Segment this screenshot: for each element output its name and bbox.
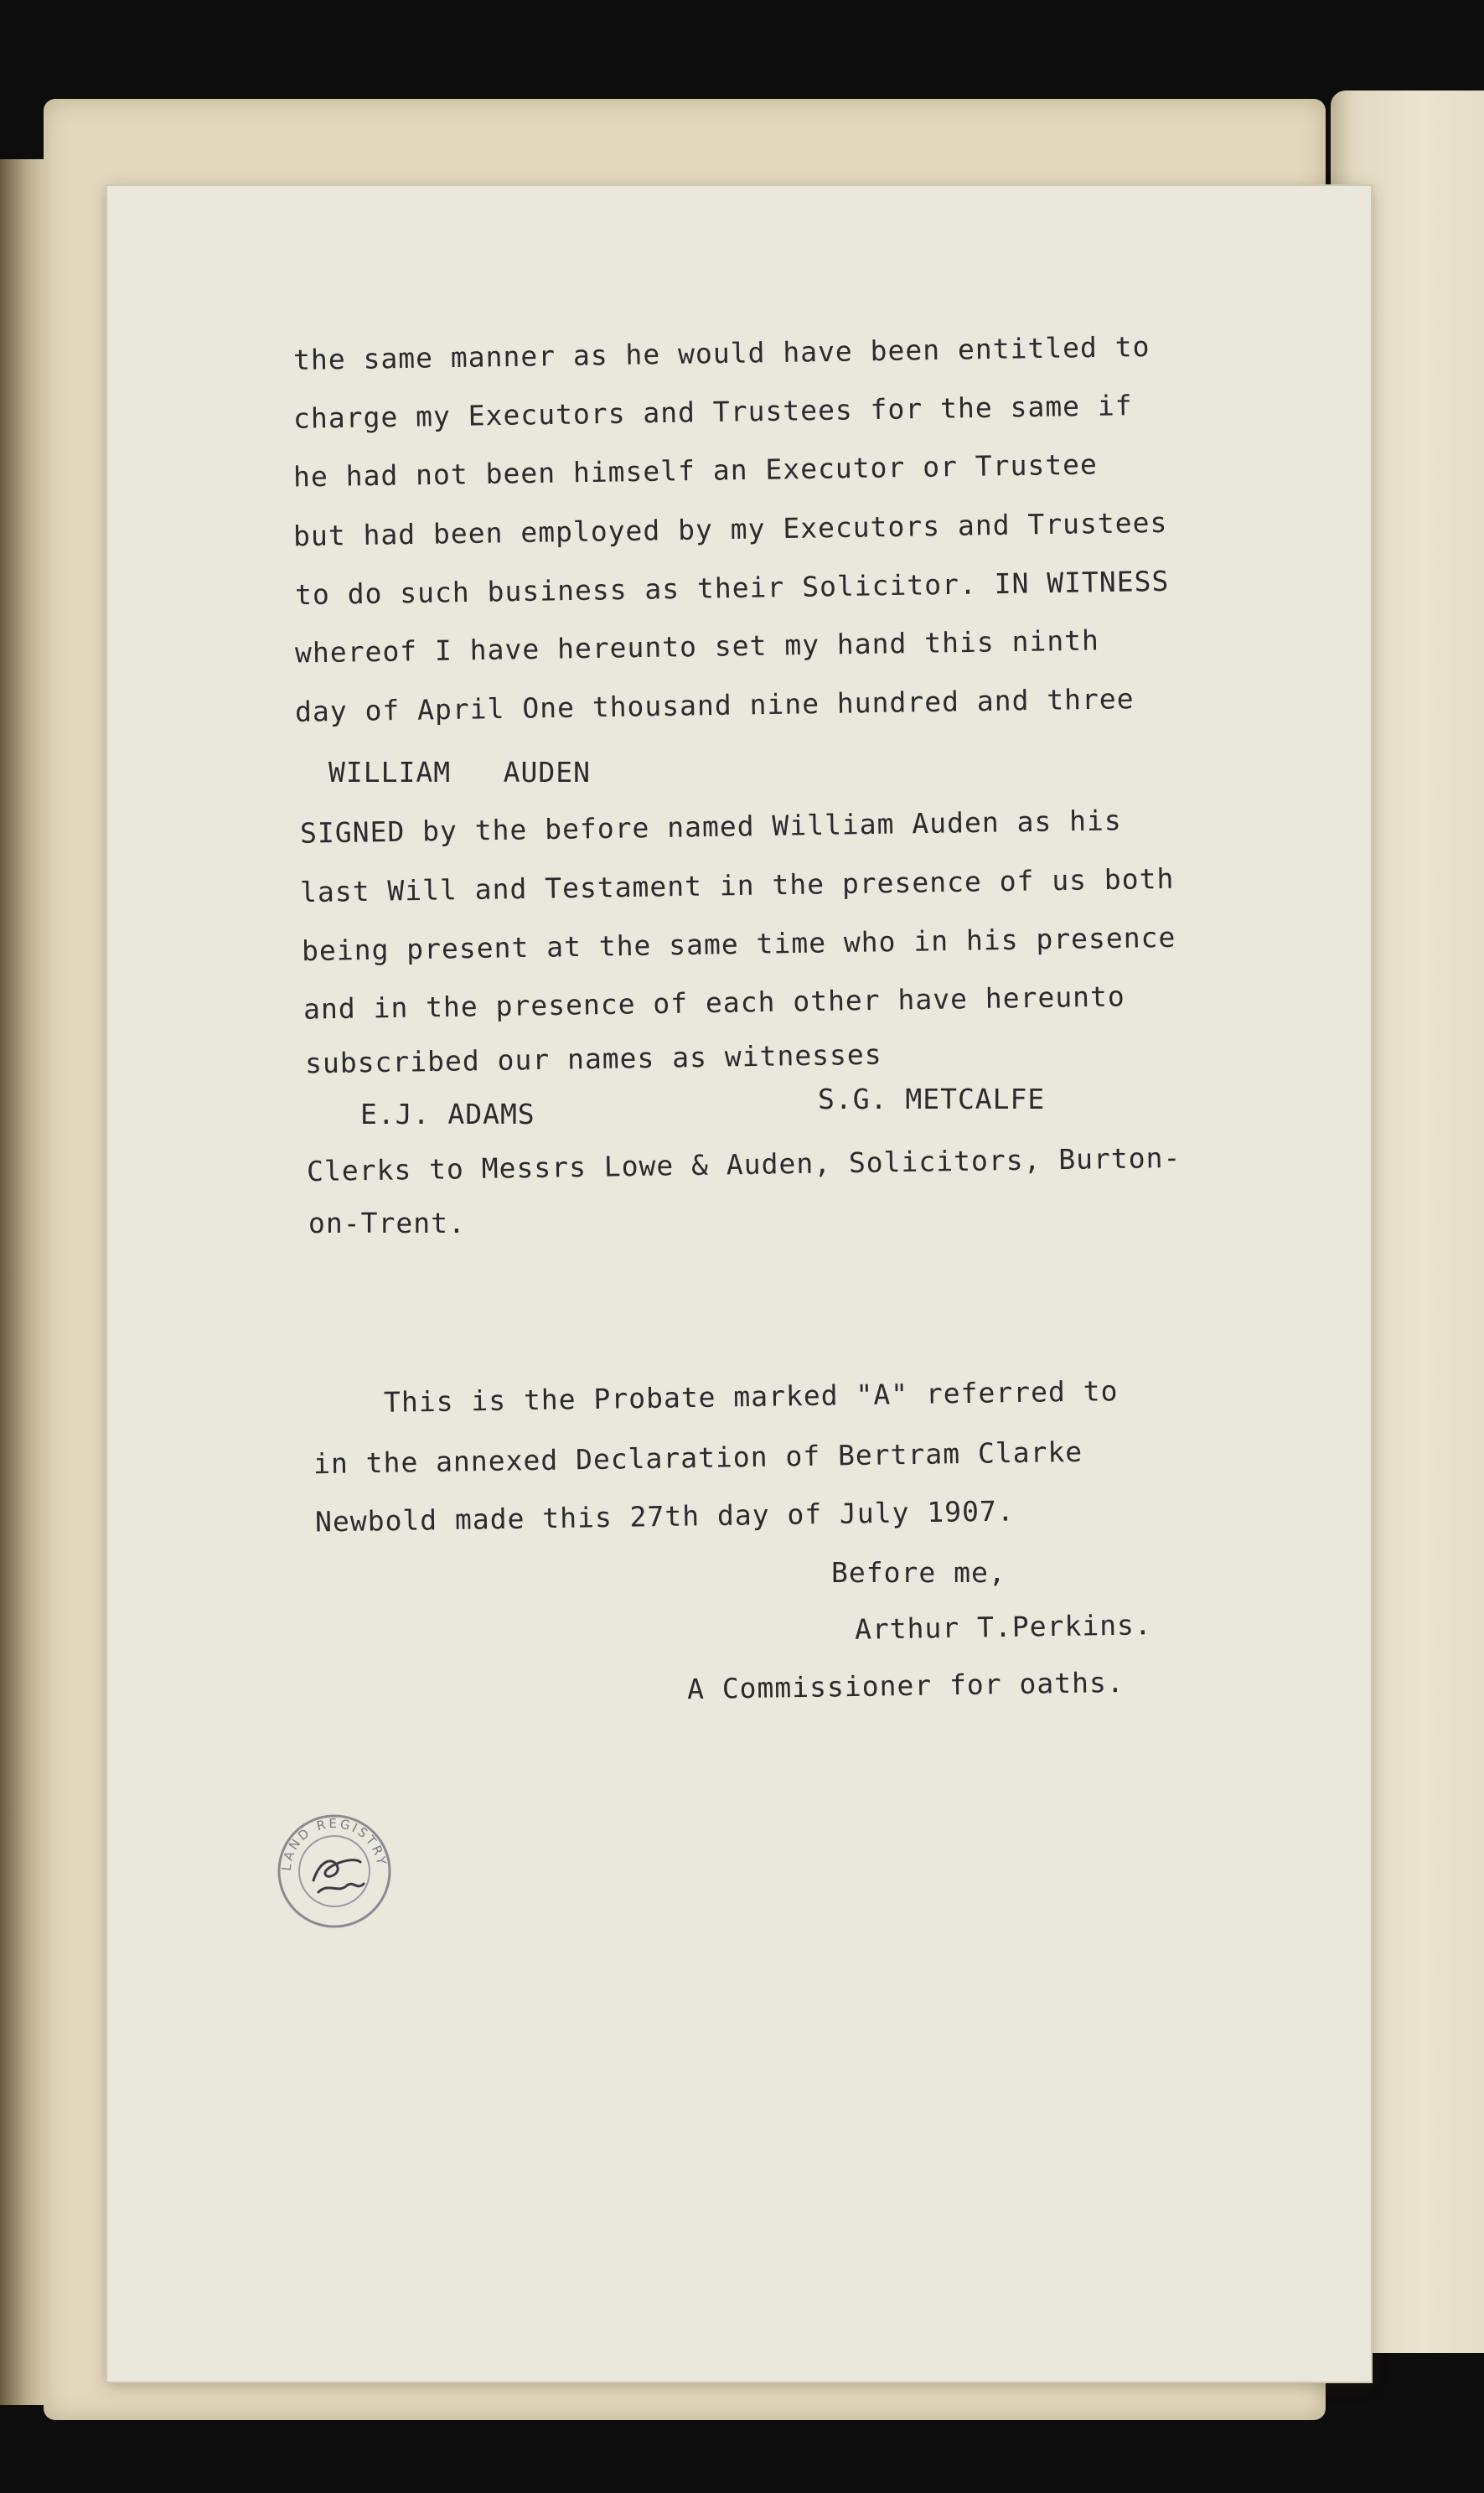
commissioner-title: A Commissioner for oaths. bbox=[686, 1665, 1125, 1706]
probate-note-line: This is the Probate marked "A" referred to bbox=[383, 1374, 1119, 1419]
attestation-line: being present at the same time who in his presence bbox=[301, 920, 1176, 968]
will-text-line: day of April One thousand nine hundred and three bbox=[294, 682, 1135, 728]
attestation-line: last Will and Testament in the presence of us both bbox=[299, 861, 1175, 909]
attestation-line: subscribed our names as witnesses bbox=[304, 1037, 882, 1080]
will-text-line: charge my Executors and Trustees for the same if bbox=[292, 389, 1133, 435]
will-text-line: the same manner as he would have been entitled to bbox=[292, 329, 1150, 377]
clerks-line: on-Trent. bbox=[308, 1207, 466, 1239]
will-text-line: whereof I have hereunto set my hand this ninth bbox=[294, 623, 1100, 670]
document-sheet bbox=[107, 186, 1371, 2382]
stamp-text: LAND REGISTRY bbox=[278, 1815, 390, 1872]
will-text-line: he had not been himself an Executor or Trustee bbox=[292, 447, 1099, 494]
attestation-line: SIGNED by the before named William Auden as his bbox=[299, 804, 1123, 850]
witness-1-name: E.J. ADAMS bbox=[360, 1098, 535, 1130]
registry-stamp bbox=[277, 1813, 392, 1929]
testator-signature: WILLIAM AUDEN bbox=[328, 756, 592, 789]
attestation-line: and in the presence of each other have hereunto bbox=[302, 980, 1126, 1026]
commissioner-name: Arthur T.Perkins. bbox=[854, 1608, 1153, 1646]
will-text-line: but had been employed by my Executors and Trustees bbox=[292, 505, 1168, 553]
will-text-line: to do such business as their Solicitor. IN WITNESS bbox=[294, 564, 1170, 612]
before-me: Before me, bbox=[831, 1556, 1006, 1589]
probate-note-line: in the annexed Declaration of Bertram Clarke bbox=[313, 1435, 1083, 1481]
witness-2-name: S.G. METCALFE bbox=[818, 1083, 1046, 1115]
clerks-line: Clerks to Messrs Lowe & Auden, Solicitors, Burton- bbox=[306, 1140, 1182, 1188]
probate-note-line: Newbold made this 27th day of July 1907. bbox=[314, 1494, 1015, 1539]
